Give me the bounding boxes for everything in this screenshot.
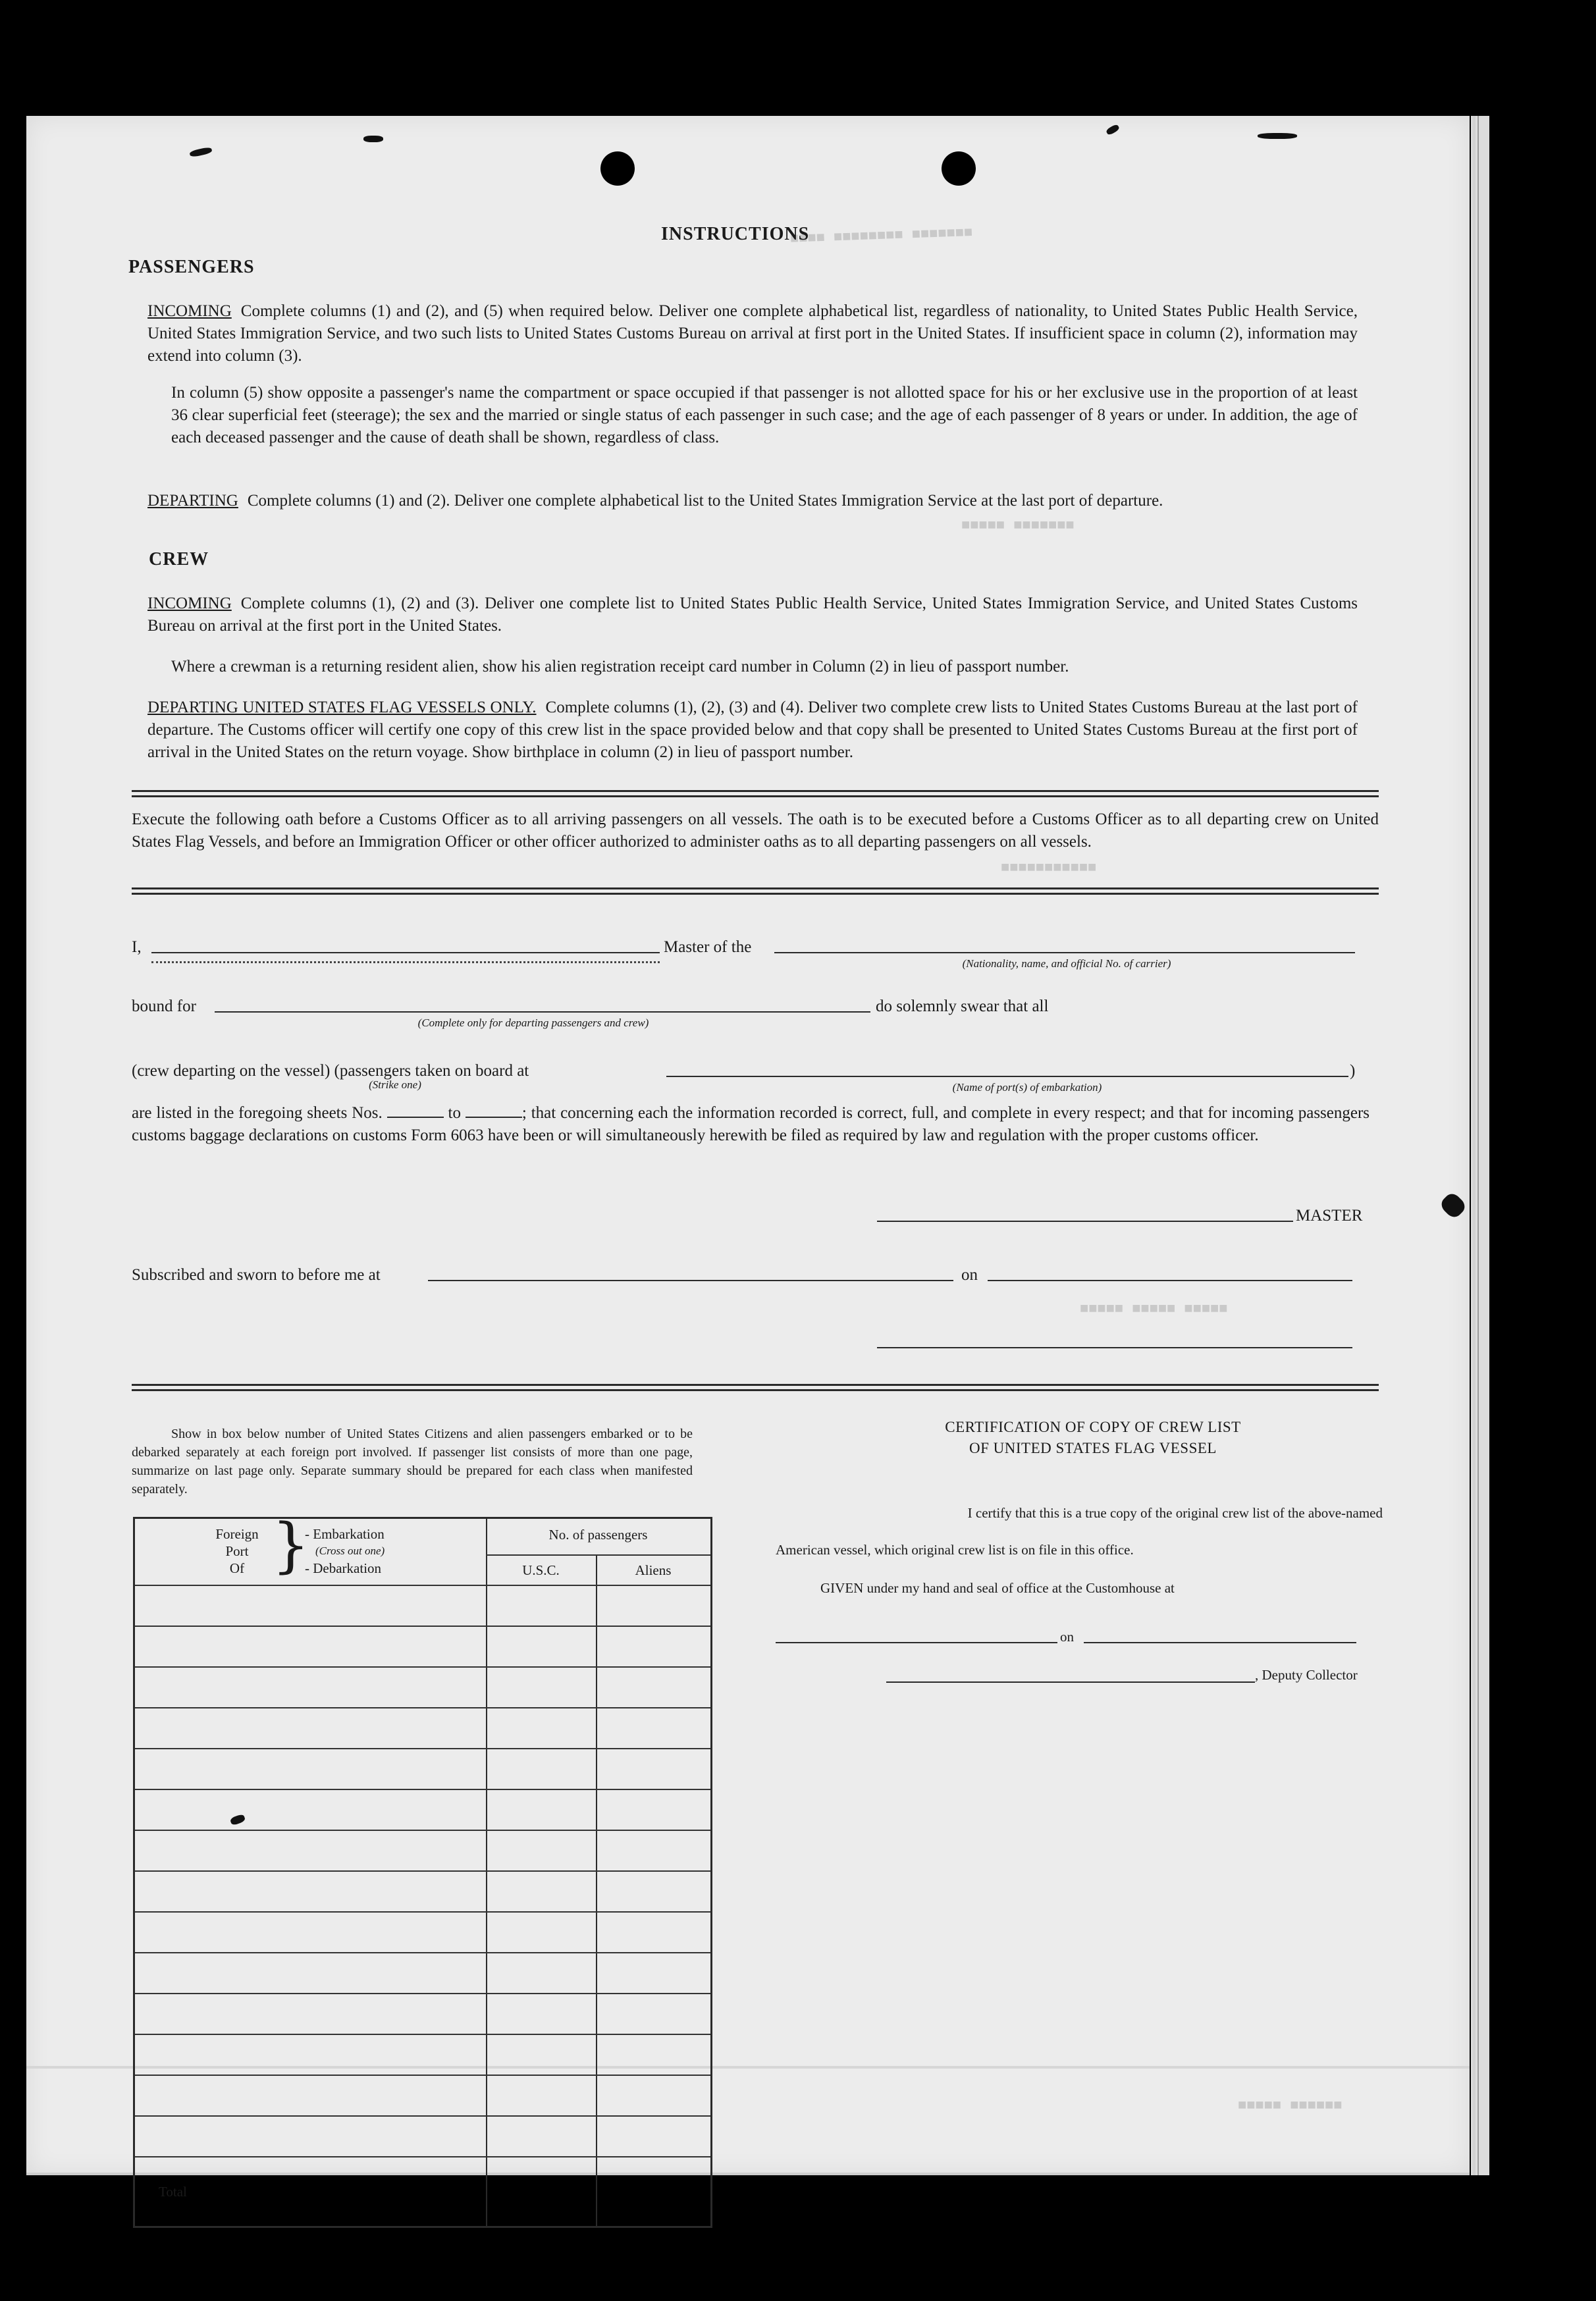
debarkation-option: - Debarkation bbox=[305, 1560, 382, 1576]
incoming-label: INCOMING bbox=[147, 302, 232, 320]
section-divider bbox=[132, 790, 1379, 797]
deputy-collector-label: , Deputy Collector bbox=[1255, 1667, 1358, 1683]
passengers-incoming-text: Complete columns (1) and (2), and (5) when required below. Deliver one complete alphabetical list, regardless of nationality, to United States Public Health Service, United States Immigration Service, and two such lists to United States Customs Bureau on arrival at first port in the United States. If insufficient space in column (2), information may extend into column (3). bbox=[147, 302, 1358, 365]
scan-speck bbox=[1438, 1190, 1468, 1220]
sworn-place-line[interactable] bbox=[428, 1280, 953, 1281]
crew-heading: CREW bbox=[149, 549, 209, 569]
total-row-label: Total bbox=[159, 2184, 187, 2200]
crew-departing-label: DEPARTING UNITED STATES FLAG VESSELS ONLY. bbox=[147, 699, 537, 716]
certification-title-2: OF UNITED STATES FLAG VESSEL bbox=[969, 1440, 1217, 1456]
embark-header bbox=[305, 1525, 385, 1577]
certification-title bbox=[797, 1417, 1389, 1459]
crew-incoming-text: Complete columns (1), (2) and (3). Deliver one complete list to United States Public Health Service, United States Immigration Service, and United States Customs Bureau on arrival at the first port in the United States. bbox=[147, 595, 1358, 635]
master-signature-line[interactable] bbox=[877, 1221, 1293, 1222]
foreign-port-header: Foreign Port Of bbox=[215, 1526, 259, 1576]
officer-signature-line[interactable] bbox=[877, 1347, 1352, 1348]
customhouse-line[interactable] bbox=[776, 1642, 1057, 1643]
cross-out-note: (Cross out one) bbox=[315, 1545, 385, 1557]
cert-on-label: on bbox=[1060, 1629, 1074, 1645]
crew-incoming-label: INCOMING bbox=[147, 595, 232, 612]
bound-for-line[interactable] bbox=[215, 1011, 870, 1013]
punch-hole-left bbox=[600, 151, 635, 186]
bound-caption: (Complete only for departing passengers and crew) bbox=[417, 1017, 649, 1029]
certification-title-1: CERTIFICATION OF COPY OF CREW LIST bbox=[945, 1419, 1241, 1435]
resident-alien-text: Where a crewman is a returning resident alien, show his alien registration receipt card number in Column (2) in lieu of passport number. bbox=[171, 658, 1069, 675]
page-crease bbox=[1471, 116, 1477, 2175]
aliens-header: Aliens bbox=[635, 1562, 672, 1578]
subscribed-label: Subscribed and sworn to before me at bbox=[132, 1266, 381, 1284]
oath-i-label: I, bbox=[132, 938, 142, 956]
strike-caption: (Strike one) bbox=[369, 1078, 421, 1091]
listed-text-a: are listed in the foregoing sheets Nos. bbox=[132, 1104, 383, 1122]
deputy-signature-line[interactable] bbox=[886, 1681, 1255, 1683]
sheet-to-blank[interactable] bbox=[466, 1105, 522, 1118]
master-of-label: Master of the bbox=[664, 938, 752, 956]
oath-intro: Execute the following oath before a Customs Officer as to all arriving passengers on all vessels. The oath is to be executed before a Customs Officer as to all departing crew on United States Flag Vessels, and before an Immigration Officer or other officer authorized to administer oaths as to all departing passengers on all vessels. bbox=[132, 810, 1379, 851]
cert-date-line[interactable] bbox=[1084, 1642, 1356, 1643]
scan-speck bbox=[1258, 133, 1297, 139]
page-edge bbox=[1477, 116, 1489, 2175]
crew-departing bbox=[147, 697, 1358, 764]
listed-to: to bbox=[448, 1104, 461, 1122]
punch-hole-right bbox=[942, 151, 976, 186]
sworn-on-label: on bbox=[961, 1266, 978, 1284]
page-title: INSTRUCTIONS bbox=[661, 224, 810, 244]
column5-text: In column (5) show opposite a passenger's name the compartment or space occupied if that passenger is not allotted space for his or her exclusive use in the proportion of at least 36 clear superficial feet (steerage); the sex and the married or single status of each passenger in such case; and the age of each passenger of 8 years or under. In addition, the age of each deceased passenger and the cause of death shall be shown, regardless of class. bbox=[171, 384, 1358, 446]
listed-paragraph bbox=[132, 1102, 1370, 1147]
embarkation-option: - Embarkation bbox=[305, 1526, 385, 1542]
given-text: GIVEN under my hand and seal of office at the Customhouse at bbox=[820, 1580, 1175, 1596]
summary-divider bbox=[132, 1384, 1379, 1391]
passengers-departing bbox=[147, 490, 1358, 512]
master-name-line[interactable] bbox=[151, 952, 660, 953]
passengers-incoming bbox=[147, 300, 1358, 367]
crew-incoming bbox=[147, 593, 1358, 637]
departing-label: DEPARTING bbox=[147, 492, 238, 510]
sheet-from-blank[interactable] bbox=[387, 1105, 444, 1118]
sworn-date-line[interactable] bbox=[988, 1280, 1352, 1281]
passenger-summary-table bbox=[133, 1511, 712, 2228]
usc-header: U.S.C. bbox=[522, 1562, 560, 1578]
num-passengers-header: No. of passengers bbox=[548, 1527, 648, 1543]
scan-speck bbox=[363, 136, 383, 142]
summary-instructions: Show in box below number of United States Citizens and alien passengers embarked or to be debarked separately at each foreign port involved. If passenger list consists of more than one page, summarize on last page only. Separate summary should be prepared for each class when manifested separately. bbox=[132, 1427, 693, 1496]
port-caption: (Name of port(s) of embarkation) bbox=[952, 1081, 1102, 1094]
oath-divider bbox=[132, 887, 1379, 895]
swear-text: do solemnly swear that all bbox=[876, 997, 1049, 1015]
scan-speck bbox=[1105, 124, 1120, 136]
carrier-line[interactable] bbox=[774, 952, 1355, 953]
bound-for-label: bound for bbox=[132, 997, 196, 1015]
embarkation-port-line[interactable] bbox=[666, 1076, 1348, 1077]
scan-speck bbox=[189, 147, 212, 158]
passengers-departing-text: Complete columns (1) and (2). Deliver one complete alphabetical list to the United States Immigration Service at the last port of departure. bbox=[247, 492, 1163, 510]
nationality-caption: (Nationality, name, and official No. of carrier) bbox=[962, 957, 1171, 970]
certify-line-2: American vessel, which original crew list is on file in this office. bbox=[776, 1542, 1134, 1558]
master-name-underline bbox=[151, 961, 660, 963]
master-label: MASTER bbox=[1296, 1207, 1363, 1225]
brace-symbol: } bbox=[272, 1511, 310, 1580]
certify-line-1: I certify that this is a true copy of the original crew list of the above-named bbox=[967, 1505, 1383, 1521]
close-paren: ) bbox=[1350, 1062, 1356, 1080]
crew-departing-oath: (crew departing on the vessel) (passengers taken on board at bbox=[132, 1062, 529, 1080]
form-page: ■■■■ ■■■■■■■■ ■■■■■■■ ■■■■■ ■■■■■■■ ■■■■■■■■■■■ ■■■■■ ■■■■■ ■■■■■ ■■■■■ ■■■■■■ INSTRUCTIONS PASSENGERS INCOMING Complete columns (1) and (2), and (5) when required below. Deliver one complete alphabetical list, regardless of nationality, to United States Public Health Service, United States Immigration Service, and two such lists to United States Customs Bureau on arrival at first port in the United States. If insufficient space in column (2), information may extend into column (3). In column (5) show opposite a passenger's name the compartment or space occupied if that passenger is not allotted space for his or her exclusive use in the proportion of at least 36 clear superficial feet (steerage); the sex and the married or single status of each passenger in such case; and the age of each passenger of 8 years or under. In addition, the age of each deceased passenger and the cause of death shall be shown, regardless of class. DEPARTING Complete columns (1) and (2). Deliver one complete alphabetical list to the United States Immigration Service at the last port of departure. CREW INCOMING Complete columns (1), (2) and (3). Deliver one complete list to United States Public Health Service, United States Immigration Service, and United States Customs Bureau on arrival at the first port in the United States. Where a crewman is a returning resident alien, show his alien registration receipt card number in Column (2) in lieu of passport number. DEPARTING UNITED STATES FLAG VESSELS ONLY. Complete columns (1), (2), (3) and (4). Deliver two complete crew lists to United States Customs Bureau at the last port of departure. The Customs officer will certify one copy of this crew list in the space provided below and that copy shall be presented to United States Customs Bureau at the first port of arrival in the United States on the return voyage. Show birthplace in column (2) in lieu of passport number. Execute the following oath before a Customs Officer as to all arriving passengers on all vessels. The oath is to be executed before a Customs Officer as to all departing crew on United States Flag Vessels, and before an Immigration Officer or other officer authorized to administer oaths as to all departing passengers on all vessels. I, Master of the (Nationality, name, and official No. of carrier) bound for (Complete only for departing passengers and crew) do solemnly swear that all (crew departing on the vessel) (passengers taken on board at (Strike one) (Name of port(s) of embarkation) ) are listed in the foregoing sheets Nos. to ; that concerning each the information recorded is correct, full, and complete in every respect; and that for incoming passengers customs baggage declarations on customs Form 6063 have been or will simultaneously herewith be filed as required by law and regulation with the proper customs officer. MASTER Subscribed and sworn to before me at on Show in box below number of United States Citizens and alien passengers embarked or to be debarked separately at each foreign port involved. If passenger list consists of more than one page, summarize on last page only. Separate summary should be prepared for each class when manifested separately. Foreign Port Of } - Embarkation (Cross out one) - Debarkation No. of passengers U.S.C. Aliens Total CERTIFICATION OF COPY OF CREW LIST OF UNITED STATES FLAG VESSEL I certify that this is a true copy of the original crew list of the above-named American vessel, which original crew list is on file in this office. GIVEN under my hand and seal of office at the Customhouse at on , Deputy Collector bbox=[26, 116, 1470, 2175]
crew-departing-text: Complete columns (1), (2), (3) and (4). Deliver two complete crew lists to United States Customs Bureau at the last port of departure. The Customs officer will certify one copy of this crew list in the space provided below and that copy shall be presented to United States Customs Bureau at the first port of arrival in the United States on the return voyage. Show birthplace in column (2) in lieu of passport number. bbox=[147, 699, 1358, 761]
passengers-heading: PASSENGERS bbox=[128, 257, 255, 277]
listed-text-b: ; that concerning each the information recorded is correct, full, and complete in every respect; and that for incoming passengers customs baggage declarations on customs Form 6063 have been or will simultaneously herewith be filed as required by law and regulation with the proper customs officer. bbox=[132, 1104, 1370, 1144]
